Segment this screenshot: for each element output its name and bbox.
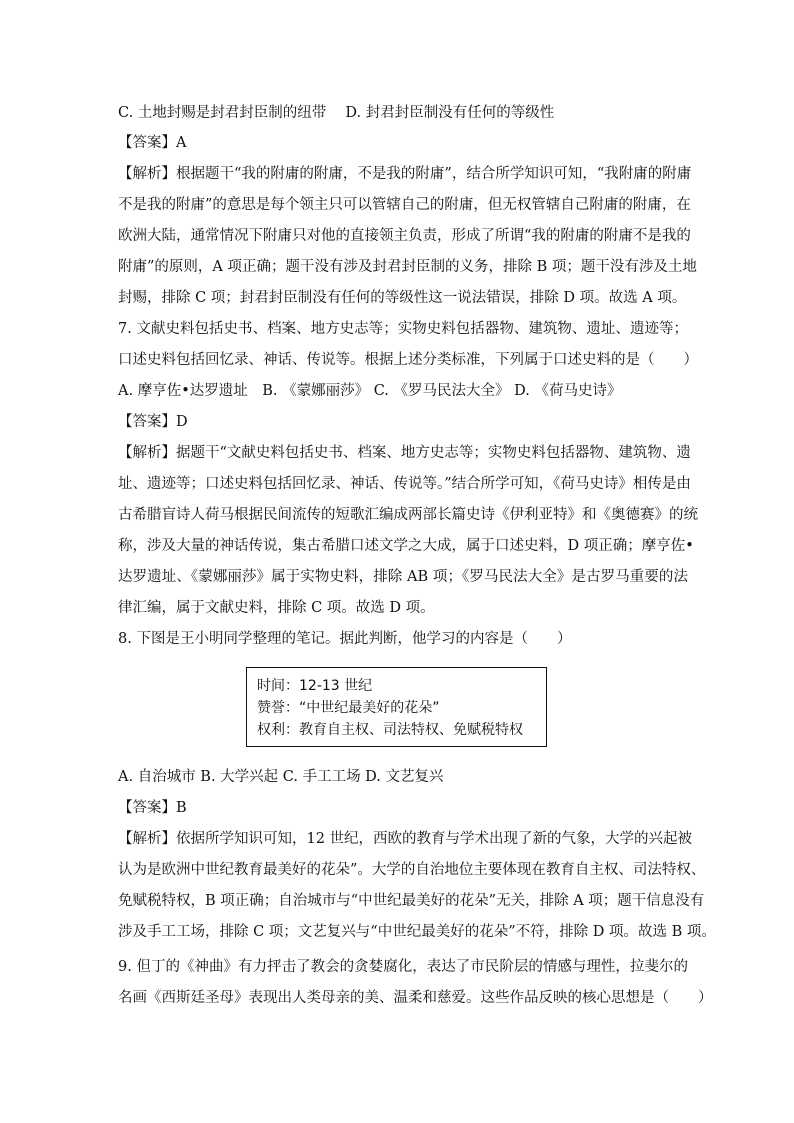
- q6-options-cd: C. 土地封赐是封君封臣制的纽带 D. 封君封臣制没有任何的等级性: [118, 105, 555, 121]
- note-praise: 赞誉：“中世纪最美好的花朵”: [257, 700, 440, 716]
- q8-options: A. 自治城市 B. 大学兴起 C. 手工工场 D. 文艺复兴: [118, 769, 444, 785]
- q8-analysis-line-3: 免赋税特权，B 项正确；自治城市与“中世纪最美好的花朵”无关，排除 A 项；题干信息没有: [118, 893, 705, 909]
- q7-analysis-line-1: 【解析】据题干“文献史料包括史书、档案、地方史志等；实物史料包括器物、建筑物、遗: [118, 445, 691, 461]
- q7-analysis-line-6: 律汇编，属于文献史料，排除 C 项。故选 D 项。: [118, 600, 435, 616]
- q6-analysis-line-3: 欧洲大陆，通常情况下附庸只对他的直接领主负责，形成了所谓“我的附庸的附庸不是我的: [118, 228, 691, 244]
- q8-analysis-line-4: 涉及手工工场，排除 C 项；文艺复兴与“中世纪最美好的花朵”不符，排除 D 项。故选 B 项。: [118, 924, 716, 940]
- q8-answer: 【答案】B: [118, 800, 187, 816]
- q7-analysis-line-3: 古希腊盲诗人荷马根据民间流传的短歌汇编成两部长篇史诗《伊利亚特》和《奥德赛》的统: [118, 507, 698, 523]
- q8-stem: 8. 下图是王小明同学整理的笔记。据此判断，他学习的内容是（ ）: [118, 631, 572, 647]
- q6-analysis-line-5: 封赐，排除 C 项；封君封臣制没有任何的等级性这一说法错误，排除 D 项。故选 A 项。: [118, 290, 687, 306]
- q6-analysis-line-1: 【解析】根据题干“我的附庸的附庸，不是我的附庸”，结合所学知识可知，“我附庸的附庸: [118, 166, 692, 182]
- q6-analysis-line-4: 附庸”的原则，A 项正确；题干没有涉及封君封臣制的义务，排除 B 项；题干没有涉及土地: [118, 259, 697, 275]
- note-time: 时间：12-13 世纪: [257, 678, 373, 694]
- q9-stem-line-2: 名画《西斯廷圣母》表现出人类母亲的美、温柔和慈爱。这些作品反映的核心思想是（ ）: [118, 990, 713, 1006]
- q7-options: A. 摩亨佐•达罗遗址 B. 《蒙娜丽莎》 C. 《罗马民法大全》 D. 《荷马史诗》: [118, 383, 622, 399]
- note-rights: 权利：教育自主权、司法特权、免赋税特权: [257, 722, 523, 738]
- q6-answer: 【答案】A: [118, 135, 187, 151]
- q7-analysis-line-2: 址、遗迹等；口述史料包括回忆录、神话、传说等。”结合所学可知，《荷马史诗》相传是由: [118, 476, 691, 492]
- q6-analysis-line-2: 不是我的附庸”的意思是每个领主只可以管辖自己的附庸，但无权管辖自己附庸的附庸，在: [118, 197, 691, 213]
- q7-stem-line-2: 口述史料包括回忆录、神话、传说等。根据上述分类标准，下列属于口述史料的是（ ）: [118, 352, 698, 368]
- q7-analysis-line-5: 达罗遗址、《蒙娜丽莎》属于实物史料，排除 AB 项；《罗马民法大全》是古罗马重要的法: [118, 569, 688, 585]
- q7-answer: 【答案】D: [118, 414, 188, 430]
- q9-stem-line-1: 9. 但丁的《神曲》有力抨击了教会的贪婪腐化，表达了市民阶层的情感与理性，拉斐尔的: [118, 959, 688, 975]
- q7-stem-line-1: 7. 文献史料包括史书、档案、地方史志等；实物史料包括器物、建筑物、遗址、遗迹等；: [118, 321, 688, 337]
- study-note-box: [246, 667, 547, 747]
- q7-analysis-line-4: 称，涉及大量的神话传说，集古希腊口述文学之大成，属于口述史料，D 项正确；摩亨佐•: [118, 538, 694, 554]
- q8-analysis-line-1: 【解析】依据所学知识可知，12 世纪，西欧的教育与学术出现了新的气象，大学的兴起被: [118, 831, 693, 847]
- q8-analysis-line-2: 认为是欧洲中世纪教育最美好的花朵”。大学的自治地位主要体现在教育自主权、司法特权、: [118, 862, 706, 878]
